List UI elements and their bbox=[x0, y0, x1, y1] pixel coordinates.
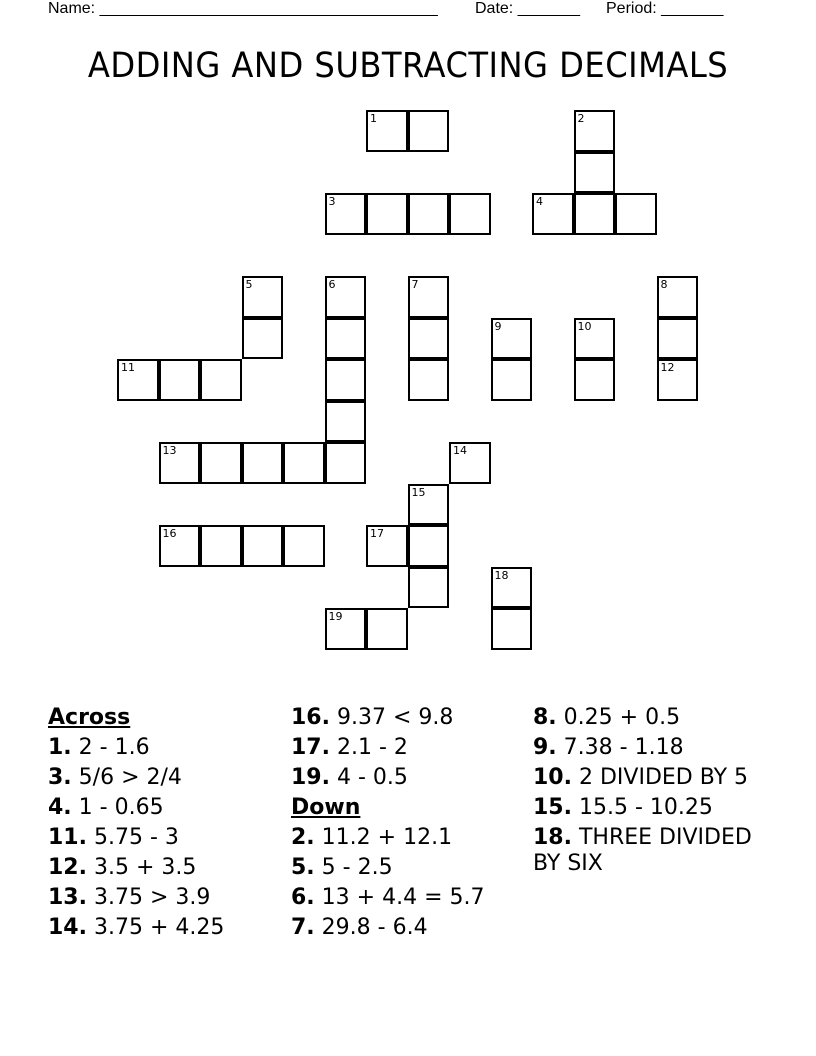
cell-number: 7 bbox=[411, 278, 419, 291]
cell-number: 17 bbox=[370, 527, 384, 540]
cell-number: 8 bbox=[660, 278, 668, 291]
clue-across-3: 3. 5/6 > 2/4 bbox=[48, 765, 182, 790]
crossword-cell[interactable] bbox=[408, 110, 450, 152]
cell-number: 10 bbox=[577, 319, 592, 333]
clue-down-2: 2. 11.2 + 12.1 bbox=[291, 825, 453, 850]
crossword-cell[interactable] bbox=[408, 484, 450, 526]
crossword-cell[interactable] bbox=[491, 318, 533, 360]
crossword-cell[interactable] bbox=[325, 318, 367, 360]
crossword-cell[interactable] bbox=[408, 567, 450, 609]
clue-column-3 bbox=[533, 705, 753, 881]
name-field-label: Name: ______________________________________ bbox=[48, 0, 438, 17]
cell-number: 3 bbox=[328, 195, 336, 208]
crossword-cell[interactable] bbox=[491, 359, 533, 401]
crossword-cell[interactable] bbox=[366, 525, 408, 567]
crossword-cell[interactable] bbox=[574, 359, 616, 401]
across-heading: Across bbox=[48, 705, 131, 730]
crossword-cell[interactable] bbox=[242, 318, 284, 360]
cell-number: 9 bbox=[494, 319, 502, 333]
crossword-cell[interactable] bbox=[159, 442, 201, 484]
crossword-cell[interactable] bbox=[491, 608, 533, 650]
cell-number: 15 bbox=[411, 485, 426, 499]
clue-across-1: 1. 2 - 1.6 bbox=[48, 735, 150, 760]
cell-number: 12 bbox=[660, 361, 675, 374]
cell-number: 1 bbox=[370, 112, 377, 125]
crossword-cell[interactable] bbox=[657, 318, 699, 360]
down-heading: Down bbox=[291, 795, 361, 820]
cell-number: 18 bbox=[494, 568, 509, 582]
crossword-cell[interactable] bbox=[657, 276, 699, 318]
cell-number: 5 bbox=[245, 278, 253, 291]
cell-number: 16 bbox=[162, 527, 177, 540]
crossword-cell[interactable] bbox=[325, 608, 367, 650]
cell-number: 6 bbox=[328, 278, 336, 291]
clue-across-12: 12. 3.5 + 3.5 bbox=[48, 855, 197, 880]
clue-down-5: 5. 5 - 2.5 bbox=[291, 855, 393, 880]
crossword-cell[interactable] bbox=[366, 110, 408, 152]
crossword-cell[interactable] bbox=[325, 276, 367, 318]
clue-across-17: 17. 2.1 - 2 bbox=[291, 735, 408, 760]
crossword-cell[interactable] bbox=[408, 525, 450, 567]
cell-number: 11 bbox=[121, 361, 135, 374]
cell-number: 19 bbox=[328, 610, 343, 623]
crossword-cell[interactable] bbox=[449, 442, 491, 484]
crossword-cell[interactable] bbox=[532, 193, 574, 235]
crossword-cell[interactable] bbox=[325, 442, 367, 484]
clue-down-6: 6. 13 + 4.4 = 5.7 bbox=[291, 885, 485, 910]
crossword-cell[interactable] bbox=[366, 193, 408, 235]
cell-number: 4 bbox=[536, 195, 543, 208]
crossword-cell[interactable] bbox=[159, 525, 201, 567]
crossword-cell[interactable] bbox=[325, 193, 367, 235]
cell-number: 13 bbox=[162, 444, 177, 457]
clue-across-16: 16. 9.37 < 9.8 bbox=[291, 705, 454, 730]
crossword-cell[interactable] bbox=[159, 359, 201, 401]
clue-down-18: 18. THREE DIVIDED BY SIX bbox=[533, 825, 752, 876]
crossword-cell[interactable] bbox=[408, 193, 450, 235]
clue-column-1 bbox=[48, 705, 268, 945]
crossword-cell[interactable] bbox=[408, 359, 450, 401]
clue-column-2 bbox=[291, 705, 511, 945]
crossword-cell[interactable] bbox=[242, 525, 284, 567]
crossword-cell[interactable] bbox=[408, 318, 450, 360]
cell-number: 2 bbox=[577, 112, 585, 125]
crossword-cell[interactable] bbox=[200, 442, 242, 484]
clue-down-9: 9. 7.38 - 1.18 bbox=[533, 735, 684, 760]
crossword-cell[interactable] bbox=[117, 359, 159, 401]
crossword-cell[interactable] bbox=[242, 442, 284, 484]
crossword-cell[interactable] bbox=[200, 525, 242, 567]
clue-across-13: 13. 3.75 > 3.9 bbox=[48, 885, 211, 910]
clue-down-15: 15. 15.5 - 10.25 bbox=[533, 795, 713, 820]
period-field-label: Period: _______ bbox=[606, 0, 724, 17]
crossword-cell[interactable] bbox=[408, 276, 450, 318]
crossword-cell[interactable] bbox=[574, 318, 616, 360]
crossword-cell[interactable] bbox=[574, 110, 616, 152]
clue-across-11: 11. 5.75 - 3 bbox=[48, 825, 179, 850]
clue-down-7: 7. 29.8 - 6.4 bbox=[291, 915, 428, 940]
page-title: ADDING AND SUBTRACTING DECIMALS bbox=[87, 46, 729, 86]
crossword-cell[interactable] bbox=[574, 193, 616, 235]
crossword-cell[interactable] bbox=[491, 567, 533, 609]
date-field-label: Date: _______ bbox=[475, 0, 580, 17]
crossword-cell[interactable] bbox=[283, 442, 325, 484]
crossword-cell[interactable] bbox=[283, 525, 325, 567]
crossword-cell[interactable] bbox=[325, 401, 367, 443]
crossword-cell[interactable] bbox=[657, 359, 699, 401]
cell-number: 14 bbox=[453, 444, 467, 457]
crossword-cell[interactable] bbox=[449, 193, 491, 235]
crossword-cell[interactable] bbox=[325, 359, 367, 401]
crossword-cell[interactable] bbox=[574, 152, 616, 194]
crossword-cell[interactable] bbox=[615, 193, 657, 235]
clue-down-10: 10. 2 DIVIDED BY 5 bbox=[533, 765, 749, 790]
clue-across-14: 14. 3.75 + 4.25 bbox=[48, 915, 225, 940]
crossword-cell[interactable] bbox=[242, 276, 284, 318]
crossword-cell[interactable] bbox=[366, 608, 408, 650]
clue-down-8: 8. 0.25 + 0.5 bbox=[533, 705, 681, 730]
clue-across-19: 19. 4 - 0.5 bbox=[291, 765, 408, 790]
clue-across-4: 4. 1 - 0.65 bbox=[48, 795, 164, 820]
crossword-cell[interactable] bbox=[200, 359, 242, 401]
